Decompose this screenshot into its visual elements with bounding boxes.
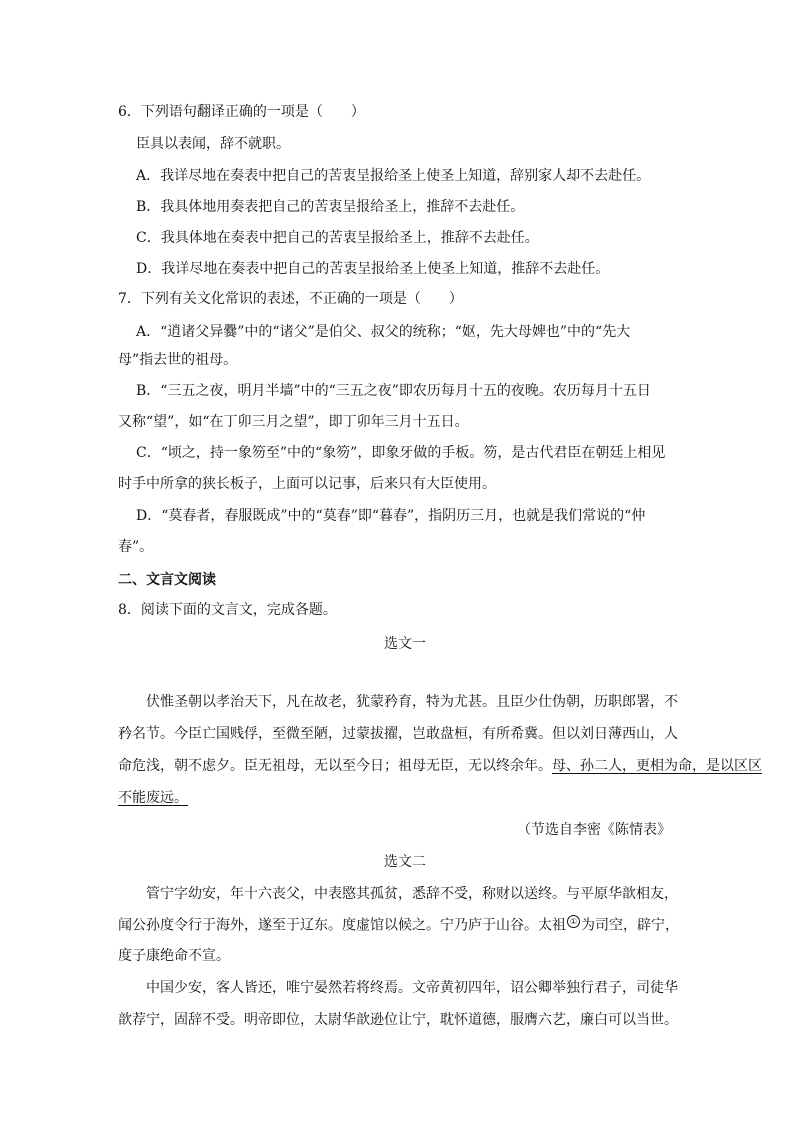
text-1-source: （节选自李密《陈情表》: [517, 822, 671, 838]
question-6-option-c: C．我具体地在奏表中把自己的苦衷呈报给圣上，推辞不去赴任。: [136, 230, 539, 246]
question-7-option-c-line2: 时手中所拿的狭长板子，上面可以记事，后来只有大臣使用。: [118, 476, 496, 492]
text-2-para-1-line-2-part-b: 为司空，辟宁，: [581, 917, 679, 934]
question-7-option-b-line2: 又称“望”，如“在丁卯三月之望”，即丁卯年三月十五日。: [118, 414, 469, 430]
question-7-option-a-line1: A．“逍诸父异爨”中的“诸父”是伯父、叔父的统称；“妪，先大母婢也”中的“先大: [136, 324, 631, 340]
question-7-option-b-line1: B．“三五之夜，明月半墙”中的“三五之夜”即农历每月十五的夜晚。农历每月十五日: [136, 383, 651, 399]
text-1-line-4: 不能废远。: [118, 790, 188, 806]
question-7-stem: 7．下列有关文化常识的表述，不正确的一项是（ ）: [118, 291, 463, 307]
text-1-line-3: [118, 756, 762, 776]
text-1-title: 选文一: [384, 636, 426, 652]
text-1-line-1: 伏惟圣朝以孝治天下，凡在故老，犹蒙矜育，特为尤甚。且臣少仕伪朝，历职郎署，不: [146, 694, 678, 710]
question-7-option-d-line2: 春”。: [118, 539, 154, 555]
question-6-option-d: D．我详尽地在奏表中把自己的苦衷呈报给圣上使圣上知道，推辞不去赴任。: [136, 261, 610, 277]
question-6-stem: 6．下列语句翻译正确的一项是（ ）: [118, 104, 365, 120]
text-1-underlined-sentence: 母、孙二人，更相为命，是以区区: [552, 758, 762, 774]
text-2-para-1-line-1: 管宁字幼安，年十六丧父，中表愍其孤贫，悉辞不受，称财以送终。与平原华歆相友，: [146, 886, 678, 902]
text-2-para-1-line-2: [118, 915, 679, 936]
question-7-option-a-line2: 母”指去世的祖母。: [118, 352, 238, 368]
question-7-option-c-line1: C．“顷之，持一象笏至”中的“象笏”，即象牙做的手板。笏，是古代君臣在朝廷上相见: [136, 445, 666, 461]
text-2-para-1-line-3: 度子康绝命不宣。: [118, 948, 230, 964]
question-6-quote: 臣具以表闻，辞不就职。: [136, 136, 290, 152]
text-2-para-2-line-1: 中国少安，客人皆还，唯宁晏然若将终焉。文帝黄初四年，诏公卿举独行君子，司徒华: [146, 980, 678, 996]
text-2-title: 选文二: [384, 854, 426, 870]
text-1-line-3-plain: 命危浅，朝不虑夕。臣无祖母，无以至今日；祖母无臣，无以终余年。: [118, 758, 552, 774]
text-2-para-2-line-2: 歆荐宁，固辞不受。明帝即位，太尉华歆逊位让宁，耽怀道德，服膺六艺，廉白可以当世。: [118, 1012, 678, 1028]
question-6-option-b: B．我具体地用奏表把自己的苦衷呈报给圣上，推辞不去赴任。: [136, 199, 525, 215]
section-heading: 二、文言文阅读: [118, 572, 216, 588]
text-2-para-1-line-2-part-a: 闻公孙度令行于海外，遂至于辽东。度虚馆以候之。宁乃庐于山谷。太祖: [118, 917, 566, 934]
footnote-marker: ①: [567, 915, 580, 928]
question-8-stem: 8．阅读下面的文言文，完成各题。: [118, 602, 337, 618]
question-6-option-a: A．我详尽地在奏表中把自己的苦衷呈报给圣上使圣上知道，辞别家人却不去赴任。: [136, 168, 651, 184]
text-1-line-2: 矜名节。今臣亡国贱俘，至微至陋，过蒙拔擢，岂敢盘桓，有所希冀。但以刘日薄西山，人: [118, 726, 678, 742]
question-7-option-d-line1: D．“莫春者，春服既成”中的“莫春”即“暮春”，指阴历三月，也就是我们常说的“仲: [136, 508, 646, 524]
